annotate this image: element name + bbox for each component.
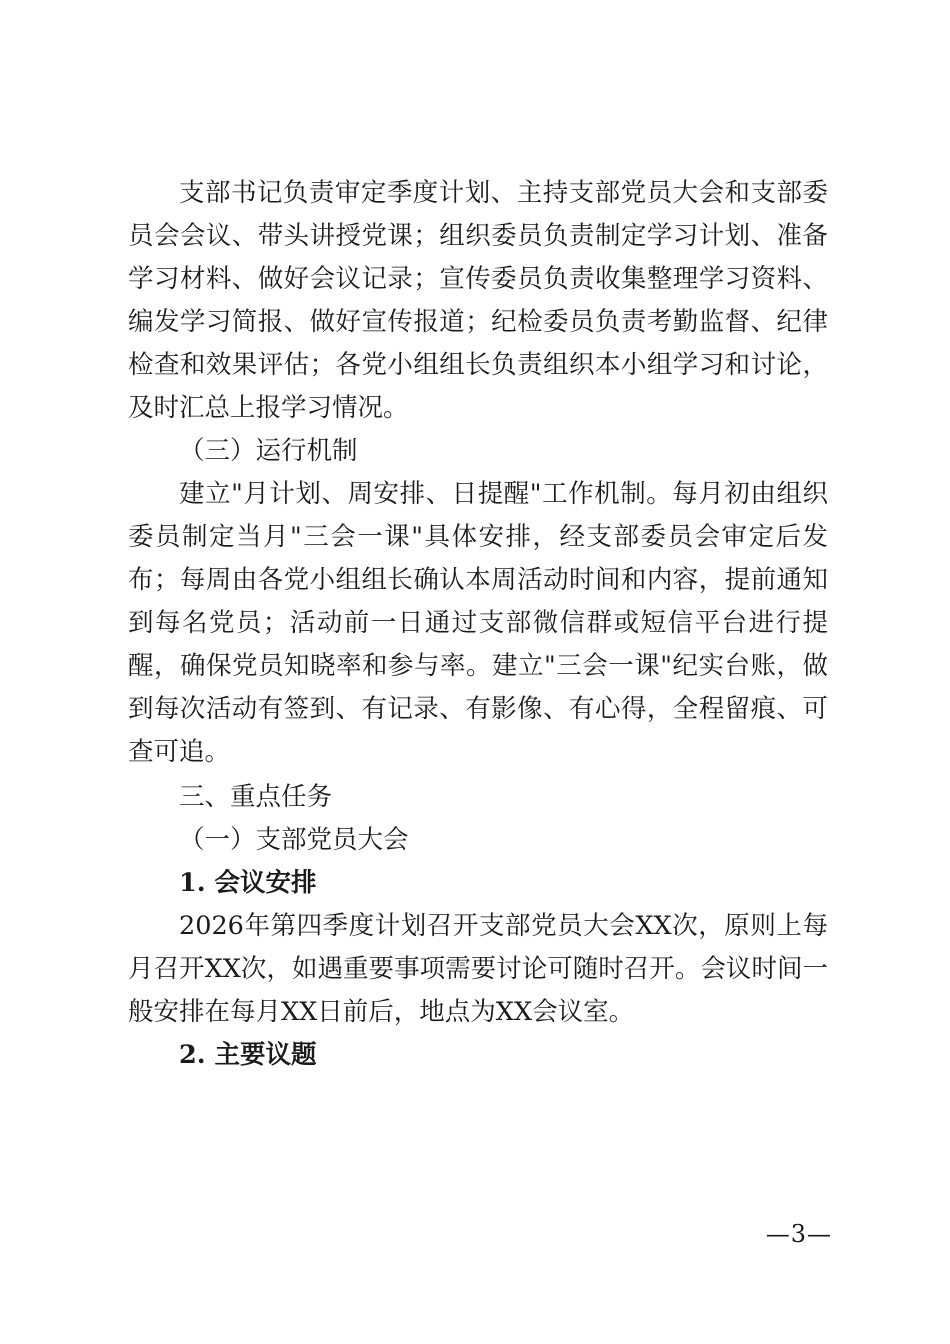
paragraph-meeting-arrangement: 2026年第四季度计划召开支部党员大会XX次，原则上每月召开XX次，如遇重要事项需要讨论可随时召开。会议时间一般安排在每月XX日前后，地点为XX会议室。 [128,911,828,1027]
heading-main-topics: 2. 主要议题 [179,1040,317,1070]
heading-key-tasks: 三、重点任务 [179,782,333,812]
document-body [128,172,828,1077]
paragraph-operation-mechanism: 建立"月计划、周安排、日提醒"工作机制。每月初由组织委员制定当月"三会一课"具体安排，经支部委员会审定后发布；每周由各党小组组长确认本周活动时间和内容，提前通知到每名党员；活动前一日通过支部微信群或短信平台进行提醒，确保党员知晓率和参与率。建立"三会一课"纪实台账，做到每次活动有签到、有记录、有影像、有心得，全程留痕、可查可追。 [128,479,828,767]
page-number: —3— [765,1220,832,1248]
paragraph-roles: 支部书记负责审定季度计划、主持支部党员大会和支部委员会会议、带头讲授党课；组织委员负责制定学习计划、准备学习材料、做好会议记录；宣传委员负责收集整理学习资料、编发学习简报、做好宣传报道；纪检委员负责考勤监督、纪律检查和效果评估；各党小组组长负责组织本小组学习和讨论，及时汇总上报学习情况。 [128,178,828,423]
heading-meeting-arrangement: 1. 会议安排 [179,868,317,898]
heading-operation-mechanism: （三）运行机制 [179,436,358,466]
heading-party-member-meeting: （一）支部党员大会 [179,825,409,855]
